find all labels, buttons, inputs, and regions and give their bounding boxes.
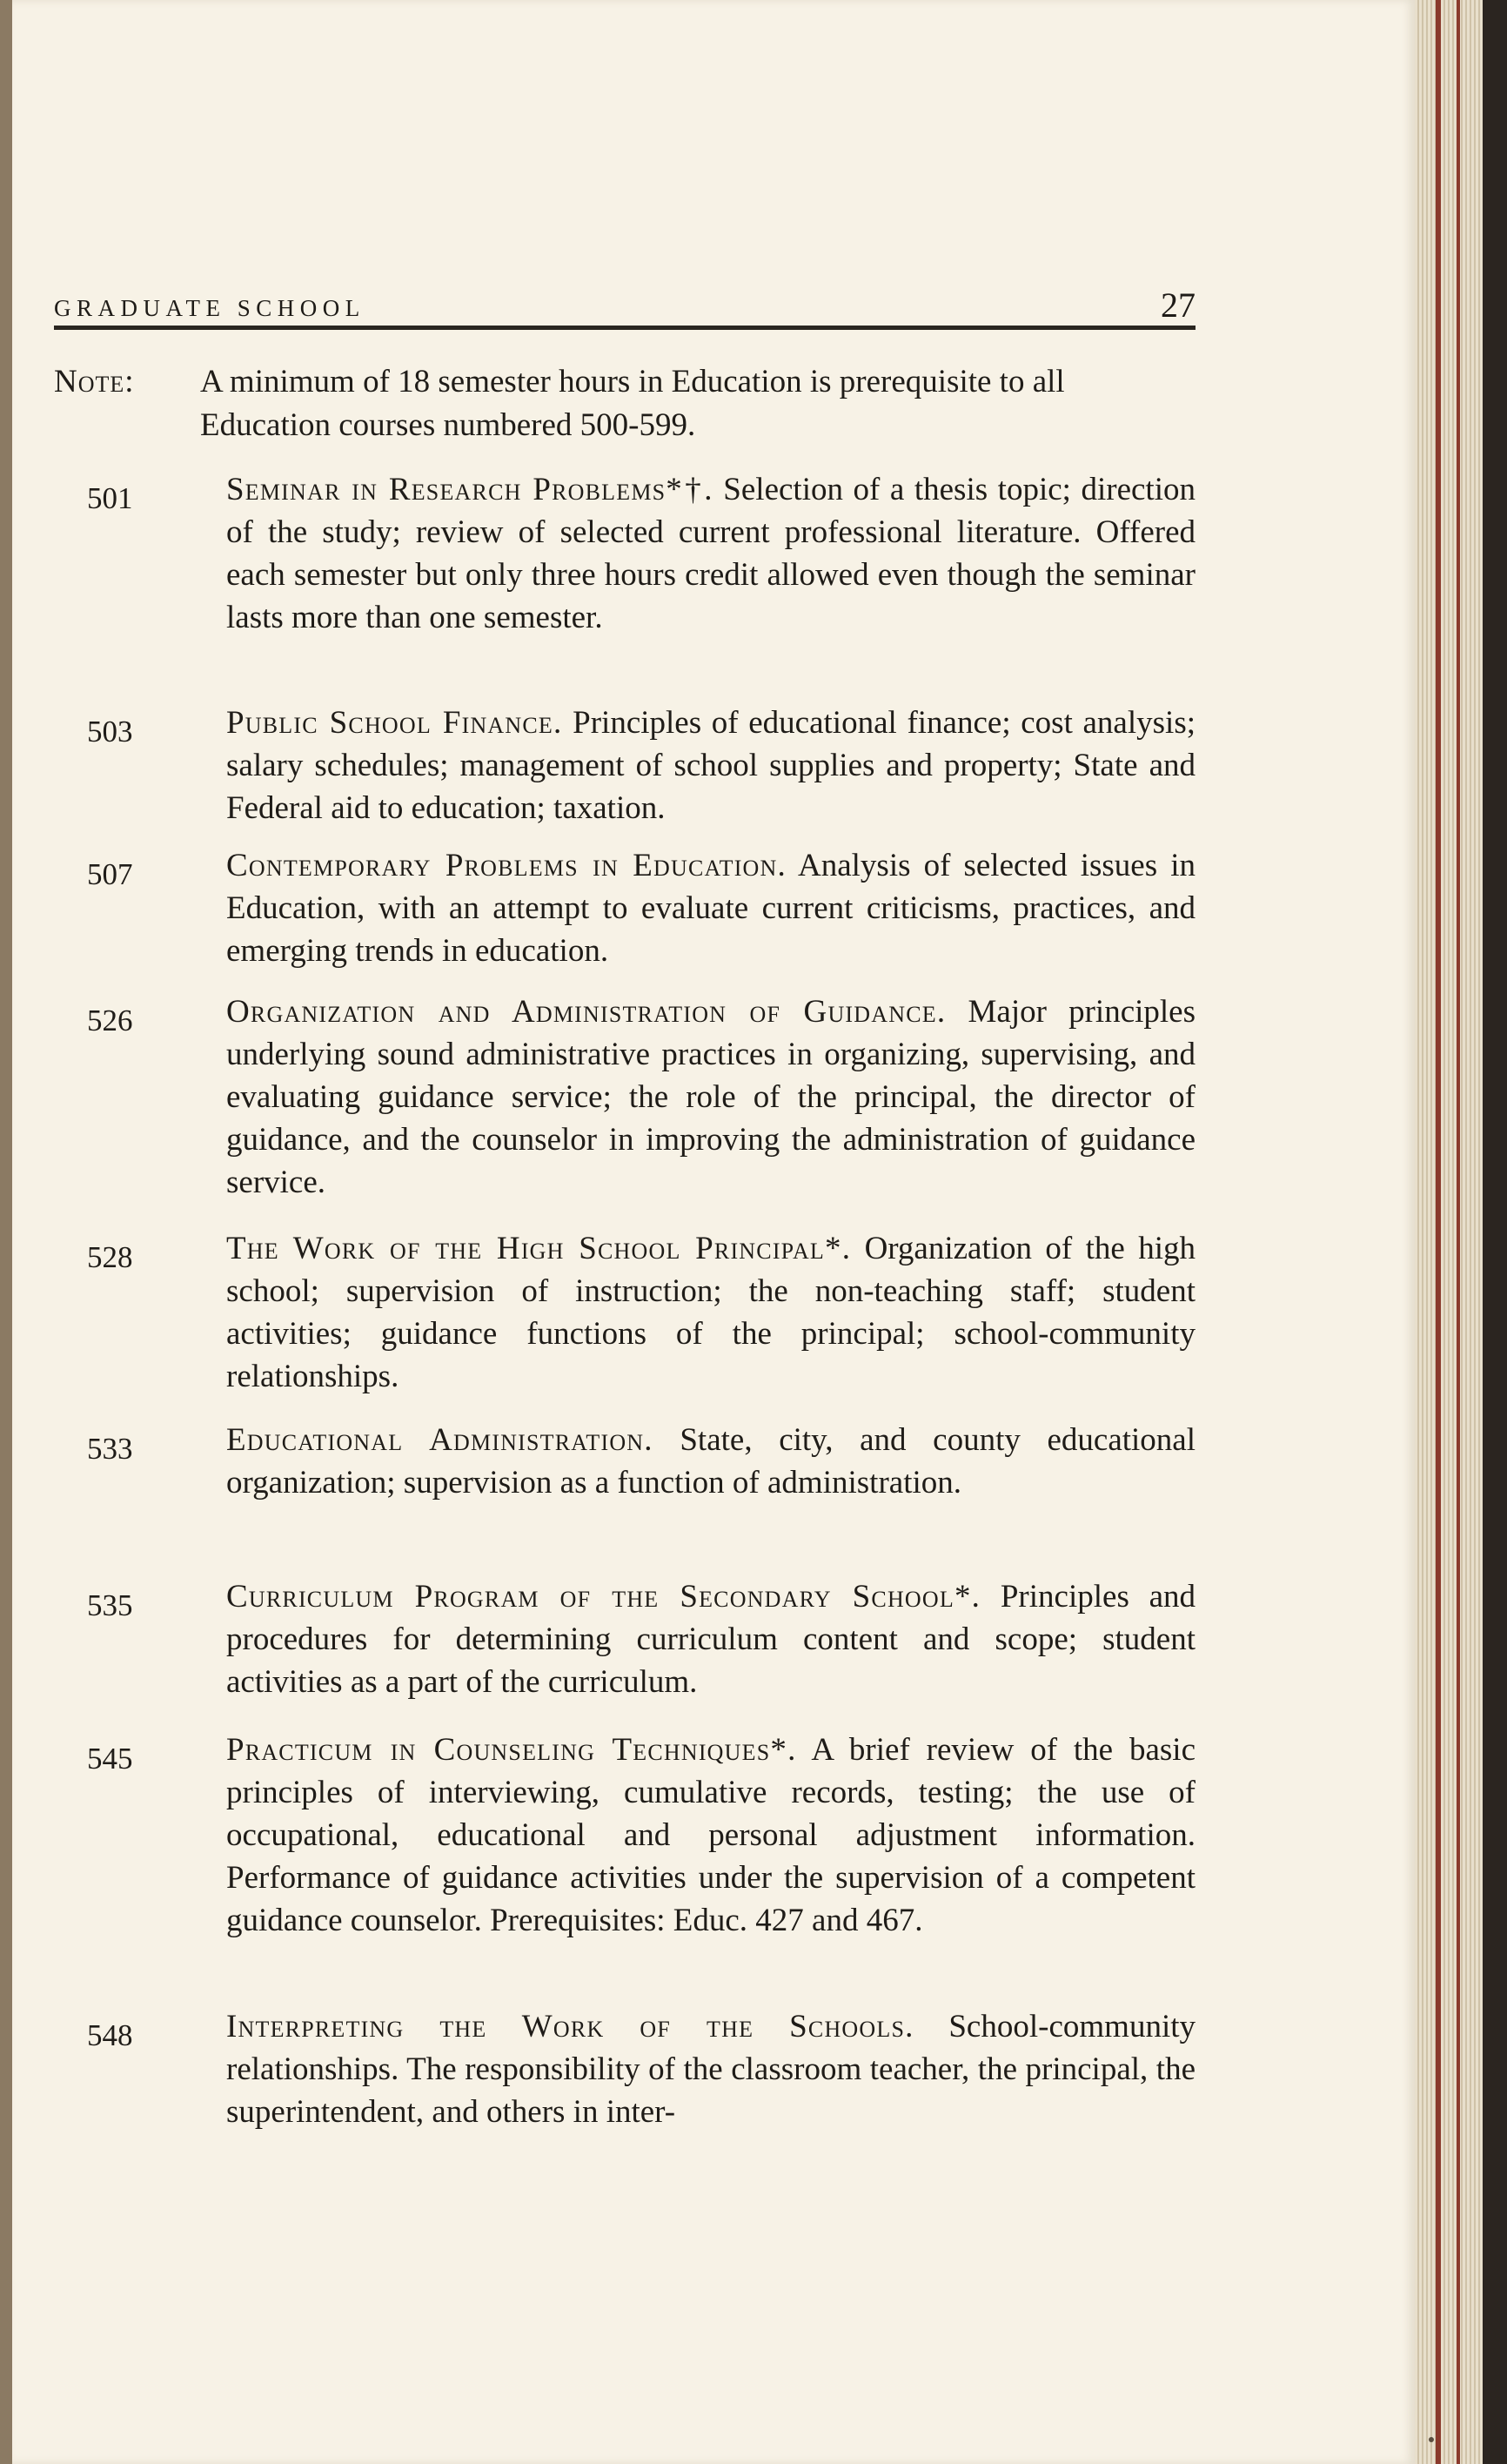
course-number: 501 [87, 481, 133, 515]
course-description: A brief review of the basic principles of interviewing, cumulative records, testing; the use of occupational, educational and personal adjustment information. Performance of guidance activities under the supervision of a competent guidance counselor. Prerequisites: Educ. 427 and 467. [226, 1732, 1196, 1938]
course-title: The Work of the High School Principal*. [226, 1231, 852, 1266]
course-body [226, 702, 1196, 829]
header-rule [54, 326, 1196, 330]
running-head: GRADUATE SCHOOL [54, 295, 365, 321]
note-label: Note: [54, 364, 135, 399]
course-description: School-community relationships. The responsibility of the classroom teacher, the principal, the superintendent, and others in inter- [226, 2009, 1196, 2130]
course-entry-545 [54, 1729, 1196, 1942]
course-number: 503 [87, 715, 133, 749]
page-header [54, 285, 1196, 327]
course-description: Organization of the high school; supervision of instruction; the non-teaching staff; student activities; guidance functions of the principal; school-community relationships. [226, 1231, 1196, 1394]
course-title: Practicum in Counseling Techniques*. [226, 1732, 797, 1768]
course-title: Educational Administration. [226, 1422, 653, 1458]
course-body [226, 1575, 1196, 1703]
course-body [226, 2005, 1196, 2133]
course-number: 548 [87, 2018, 133, 2052]
course-title: Public School Finance. [226, 705, 563, 741]
page-stack-edges [1415, 0, 1483, 2464]
course-number: 545 [87, 1742, 133, 1776]
prerequisite-note [54, 360, 1196, 447]
course-title: Interpreting the Work of the Schools. [226, 2009, 914, 2044]
book-left-edge [0, 0, 12, 2464]
course-title: Contemporary Problems in Education. [226, 848, 787, 883]
course-entry-533 [54, 1419, 1196, 1504]
course-body [226, 844, 1196, 972]
course-entry-501 [54, 468, 1196, 639]
course-description: State, city, and county educational organization; supervision as a function of administration. [226, 1422, 1196, 1501]
course-body [226, 468, 1196, 639]
course-number: 507 [87, 857, 133, 891]
course-description: Analysis of selected issues in Education, with an attempt to evaluate current criticisms, practices, and emerging trends in education. [226, 848, 1196, 969]
course-number: 533 [87, 1432, 133, 1466]
course-body [226, 1729, 1196, 1942]
course-title: Organization and Administration of Guidance. [226, 994, 947, 1030]
course-title: Seminar in Research Problems*†. [226, 472, 713, 507]
scan-mark [1429, 2437, 1434, 2442]
course-entry-548 [54, 2005, 1196, 2133]
book-page [12, 0, 1415, 2464]
course-body [226, 1419, 1196, 1504]
course-body [226, 990, 1196, 1204]
course-entry-526 [54, 990, 1196, 1204]
course-number: 528 [87, 1240, 133, 1274]
course-entry-507 [54, 844, 1196, 972]
course-description: Selection of a thesis topic; direction of the study; review of selected current professional literature. Offered each semester but only three hours credit allowed even though the seminar lasts more than one semester. [226, 472, 1196, 635]
course-number: 526 [87, 1004, 133, 1037]
page-number: 27 [1161, 285, 1196, 325]
book-cover-edge [1483, 0, 1507, 2464]
course-description: Principles of educational finance; cost analysis; salary schedules; management of school supplies and property; State and Federal aid to education; taxation. [226, 705, 1196, 826]
page-edge-band [1436, 0, 1441, 2464]
course-description: Principles and procedures for determining curriculum content and scope; student activities as a part of the curriculum. [226, 1579, 1196, 1700]
note-text: A minimum of 18 semester hours in Education is prerequisite to all Education courses numbered 500-599. [200, 364, 1065, 443]
course-number: 535 [87, 1588, 133, 1622]
page-edge-band [1457, 0, 1460, 2464]
course-title: Curriculum Program of the Secondary School*. [226, 1579, 981, 1615]
course-description: Major principles underlying sound administrative practices in organizing, supervising, and evaluating guidance service; the role of the principal, the director of guidance, and the counselor in improving the administration of guidance service. [226, 994, 1196, 1200]
course-entry-535 [54, 1575, 1196, 1703]
course-entry-528 [54, 1227, 1196, 1398]
course-body [226, 1227, 1196, 1398]
course-entry-503 [54, 702, 1196, 829]
